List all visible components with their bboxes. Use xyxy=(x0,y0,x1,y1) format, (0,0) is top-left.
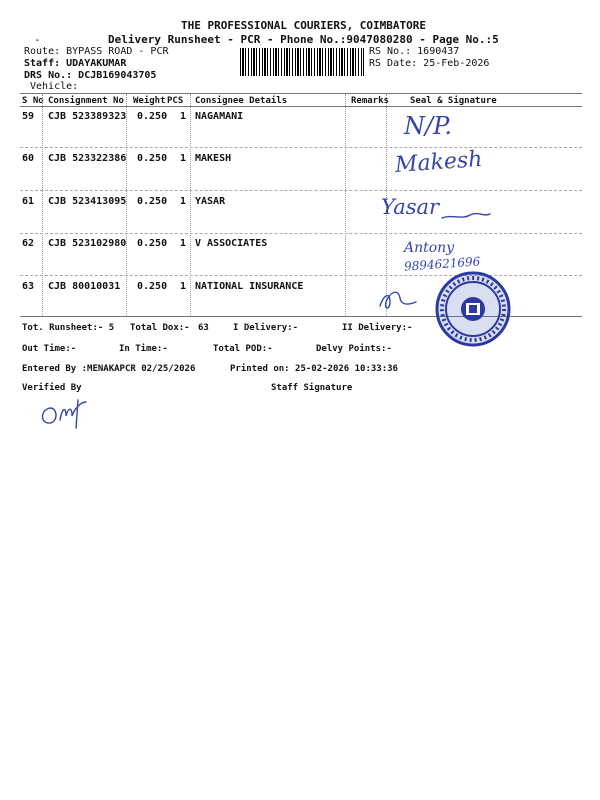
row-weight: 0.250 xyxy=(137,281,168,292)
col-seal-signature: Seal & Signature xyxy=(410,96,497,106)
row-divider xyxy=(20,233,582,234)
signature-makesh: Makesh xyxy=(394,146,484,179)
row-divider xyxy=(20,190,582,191)
total-dox-label: Total Dox:- xyxy=(130,323,190,333)
runsheet-subtitle: Delivery Runsheet - PCR - Phone No.:9047080280 - Page No.:5 xyxy=(108,33,499,46)
col-weight: Weight xyxy=(133,96,166,106)
tot-runsheet: Tot. Runsheet:- 5 xyxy=(22,323,115,333)
header-dash: - xyxy=(34,33,41,46)
row-pcs: 1 xyxy=(180,238,187,249)
table-header-rule xyxy=(20,106,582,107)
staff-signature: Staff Signature xyxy=(271,383,353,393)
rs-date: RS Date: 25-Feb-2026 xyxy=(369,58,490,69)
row-consignee: MAKESH xyxy=(195,153,232,164)
col-divider xyxy=(190,94,191,316)
total-pod: Total POD:- xyxy=(213,344,273,354)
row-pcs: 1 xyxy=(180,153,187,164)
barcode xyxy=(240,48,364,76)
row-weight: 0.250 xyxy=(137,111,168,122)
row-weight: 0.250 xyxy=(137,196,168,207)
col-pcs: PCS xyxy=(167,96,184,106)
entered-by: Entered By :MENAKAPCR 02/25/2026 xyxy=(22,364,196,374)
drs-number: DRS No.: DCJB169043705 xyxy=(24,70,157,81)
row-consignee: NATIONAL INSURANCE xyxy=(195,281,304,292)
verifier-signature-icon xyxy=(36,396,92,432)
printed-on: Printed on: 25-02-2026 10:33:36 xyxy=(230,364,398,374)
row-weight: 0.250 xyxy=(137,238,168,249)
row-consignee: YASAR xyxy=(195,196,226,207)
signature-national-insurance xyxy=(376,284,420,314)
ii-delivery: II Delivery:- xyxy=(342,323,413,333)
vehicle-label: Vehicle: xyxy=(30,81,79,92)
in-time: In Time:- xyxy=(119,344,168,354)
row-sno: 60 xyxy=(22,153,35,164)
signature-nagamani: N/P. xyxy=(404,112,452,140)
col-consignment: Consignment No xyxy=(48,96,124,106)
row-consignment: CJB 523102980 xyxy=(48,238,127,249)
i-delivery: I Delivery:- xyxy=(233,323,299,333)
col-sno: S No xyxy=(22,96,44,106)
row-consignment: CJB 80010031 xyxy=(48,281,121,292)
col-divider xyxy=(345,94,346,316)
delvy-points: Delvy Points:- xyxy=(316,344,392,354)
row-consignment: CJB 523389323 xyxy=(48,111,127,122)
route-label: Route: BYPASS ROAD - PCR xyxy=(24,46,169,57)
col-divider xyxy=(42,94,43,316)
company-title: THE PROFESSIONAL COURIERS, COIMBATORE xyxy=(181,19,427,32)
signature-phone: 9894621696 xyxy=(403,254,481,274)
row-consignee: NAGAMANI xyxy=(195,111,244,122)
company-seal-icon xyxy=(433,270,513,348)
row-sno: 59 xyxy=(22,111,35,122)
signature-yasar-flourish xyxy=(440,208,492,222)
table-top-rule xyxy=(20,93,582,94)
row-consignment: CJB 523413095 xyxy=(48,196,127,207)
total-dox-value: 63 xyxy=(198,323,209,333)
row-pcs: 1 xyxy=(180,111,187,122)
row-divider xyxy=(20,147,582,148)
row-sno: 61 xyxy=(22,196,35,207)
row-consignment: CJB 523322386 xyxy=(48,153,127,164)
row-sno: 62 xyxy=(22,238,35,249)
col-remarks: Remarks xyxy=(351,96,389,106)
row-weight: 0.250 xyxy=(137,153,168,164)
staff-label: Staff: UDAYAKUMAR xyxy=(24,58,127,69)
out-time: Out Time:- xyxy=(22,344,77,354)
row-consignee: V ASSOCIATES xyxy=(195,238,268,249)
row-pcs: 1 xyxy=(180,196,187,207)
row-sno: 63 xyxy=(22,281,35,292)
rs-number: RS No.: 1690437 xyxy=(369,46,460,57)
signature-yasar: Yasar xyxy=(381,195,440,219)
verified-by: Verified By xyxy=(22,383,82,393)
row-pcs: 1 xyxy=(180,281,187,292)
signature-antony: Antony xyxy=(404,240,455,256)
col-consignee: Consignee Details xyxy=(195,96,288,106)
